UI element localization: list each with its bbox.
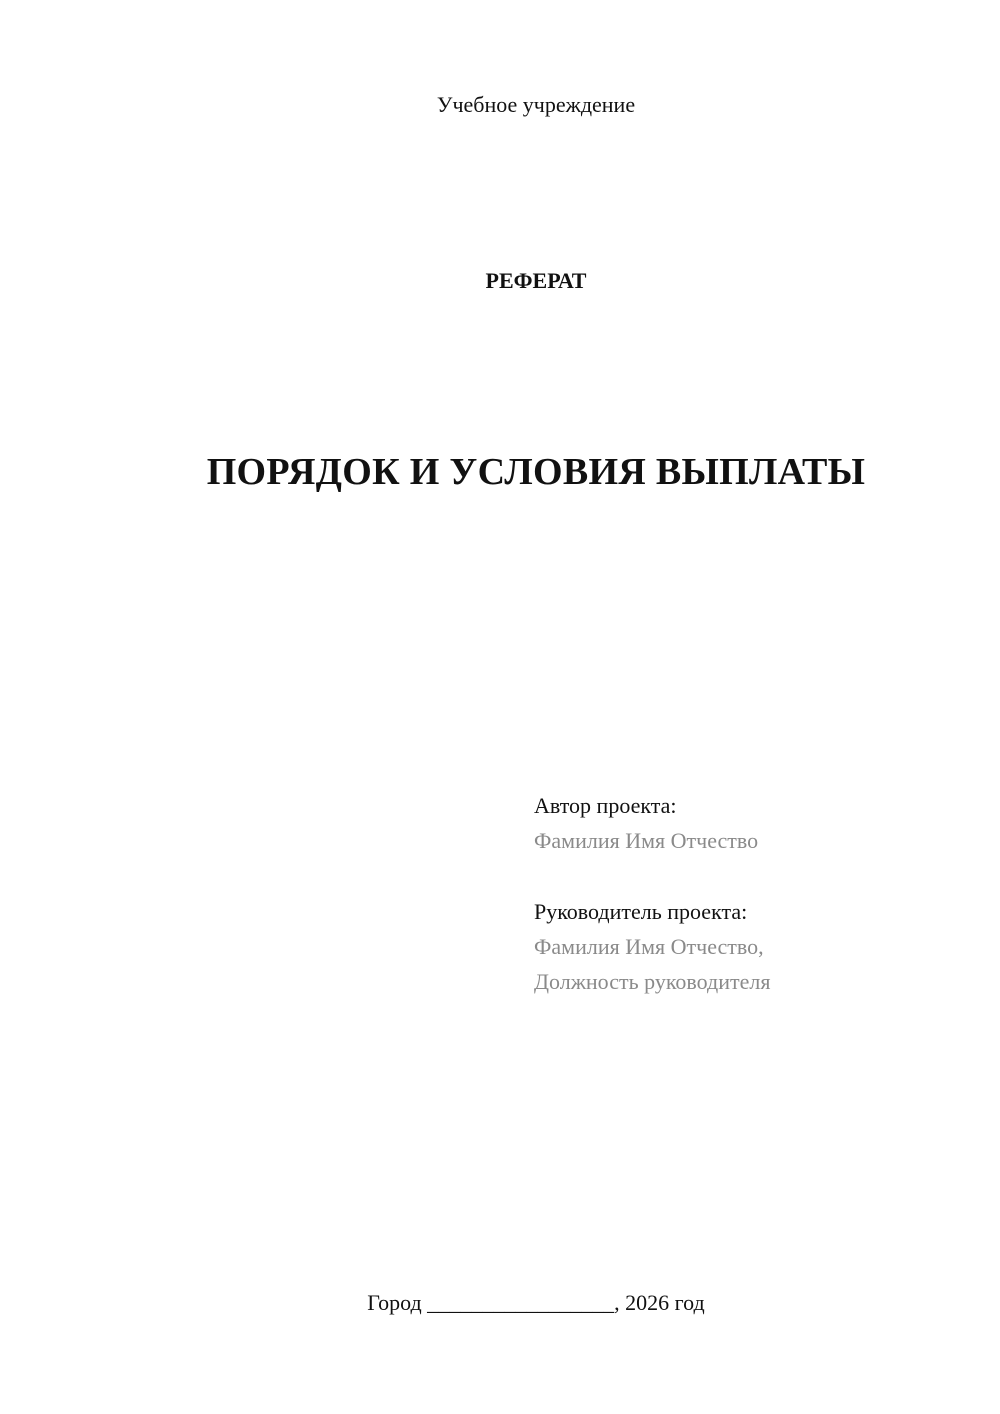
credits-block [534, 788, 770, 999]
credits-spacer [534, 858, 770, 894]
supervisor-label: Руководитель проекта: [534, 899, 748, 924]
institution-name: Учебное учреждение [436, 92, 636, 117]
document-title: ПОРЯДОК И УСЛОВИЯ ВЫПЛАТЫ [206, 451, 866, 493]
author-name: Фамилия Имя Отчество [534, 828, 759, 853]
city-year-line: Город _________________, 2026 год [367, 1290, 705, 1315]
supervisor-position: Должность руководителя [534, 969, 771, 994]
author-label: Автор проекта: [534, 793, 677, 818]
supervisor-name: Фамилия Имя Отчество, [534, 934, 764, 959]
document-type: РЕФЕРАТ [485, 268, 587, 293]
